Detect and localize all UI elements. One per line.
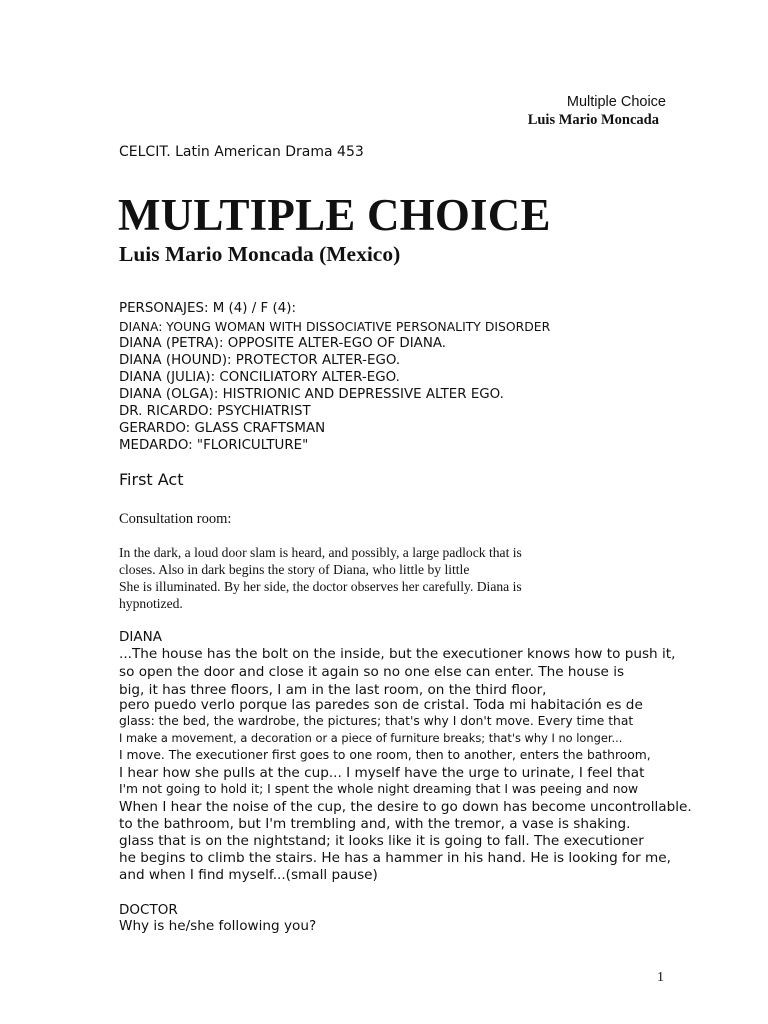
stage-direction-line: closes. Also in dark begins the story of Diana, who little by little (119, 562, 470, 577)
stage-direction-line: hypnotized. (119, 596, 183, 611)
dialogue-line: I move. The executioner first goes to one room, then to another, enters the bathroom, (119, 748, 651, 762)
play-title: MULTIPLE CHOICE (118, 190, 551, 240)
cast-member: GERARDO: GLASS CRAFTSMAN (119, 421, 326, 436)
speaker-name: DOCTOR (119, 902, 178, 918)
dialogue-line: glass: the bed, the wardrobe, the pictures; that's why I don't move. Every time that (119, 714, 634, 728)
series-line: CELCIT. Latin American Drama 453 (119, 144, 364, 160)
dialogue-line: pero puedo verlo porque las paredes son de cristal. Toda mi habitación es de (119, 697, 643, 713)
dialogue-line: ...The house has the bolt on the inside, but the executioner knows how to push it, (119, 646, 676, 662)
dialogue-line: glass that is on the nightstand; it looks like it is going to fall. The executioner (119, 833, 644, 849)
cast-member: DIANA (OLGA): HISTRIONIC AND DEPRESSIVE ALTER EGO. (119, 387, 504, 402)
cast-member: DIANA (HOUND): PROTECTOR ALTER-EGO. (119, 353, 401, 368)
running-header-title: Multiple Choice (566, 94, 666, 110)
scene-location: Consultation room: (119, 511, 232, 527)
play-author-line: Luis Mario Moncada (Mexico) (119, 242, 401, 266)
cast-member: DIANA (PETRA): OPPOSITE ALTER-EGO OF DIANA. (119, 336, 447, 351)
dialogue-line: I hear how she pulls at the cup... I myself have the urge to urinate, I feel that (119, 765, 645, 781)
cast-heading: PERSONAJES: M (4) / F (4): (119, 301, 296, 316)
stage-direction-line: She is illuminated. By her side, the doctor observes her carefully. Diana is (119, 579, 522, 594)
running-header-author: Luis Mario Moncada (527, 112, 659, 128)
cast-member: MEDARDO: "FLORICULTURE" (119, 438, 309, 453)
stage-direction-line: In the dark, a loud door slam is heard, and possibly, a large padlock that is (119, 545, 522, 560)
dialogue-line: When I hear the noise of the cup, the desire to go down has become uncontrollable. (119, 799, 692, 815)
page-number: 1 (657, 970, 664, 985)
dialogue-line: big, it has three floors, I am in the last room, on the third floor, (119, 682, 547, 698)
act-heading: First Act (119, 470, 184, 489)
speaker-name: DIANA (119, 629, 162, 645)
dialogue-line: I make a movement, a decoration or a piece of furniture breaks; that's why I no longer... (119, 731, 623, 745)
dialogue-line: I'm not going to hold it; I spent the whole night dreaming that I was peeing and now (119, 782, 639, 796)
dialogue-line: so open the door and close it again so no one else can enter. The house is (119, 664, 625, 680)
dialogue-line: Why is he/she following you? (119, 918, 317, 934)
dialogue-line: to the bathroom, but I'm trembling and, with the tremor, a vase is shaking. (119, 816, 631, 832)
cast-member: DR. RICARDO: PSYCHIATRIST (119, 404, 311, 419)
cast-member: DIANA (JULIA): CONCILIATORY ALTER-EGO. (119, 370, 400, 385)
cast-member: DIANA: YOUNG WOMAN WITH DISSOCIATIVE PERSONALITY DISORDER (119, 319, 551, 334)
dialogue-line: he begins to climb the stairs. He has a hammer in his hand. He is looking for me, (119, 850, 671, 866)
dialogue-line: and when I find myself...(small pause) (119, 867, 378, 883)
